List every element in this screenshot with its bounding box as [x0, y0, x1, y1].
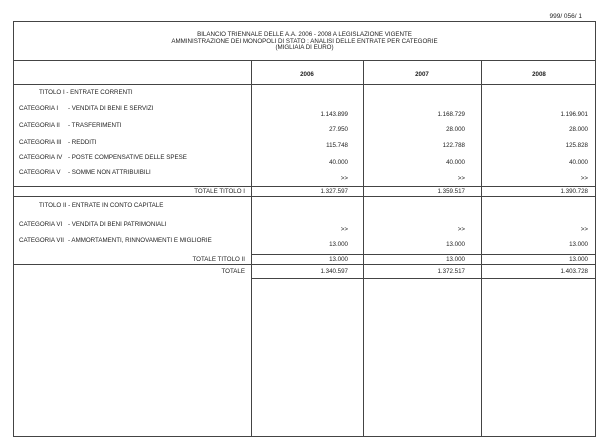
value-2007: 28.000 [446, 126, 465, 133]
category-label: CATEGORIA VII [19, 237, 64, 244]
column-header-2008: 2008 [532, 71, 546, 78]
category-label: CATEGORIA II [19, 122, 60, 129]
category-description: - TRASFERIMENTI [68, 122, 122, 129]
column-header-rule [14, 84, 595, 85]
total-2007: 1.359.517 [437, 188, 465, 195]
document-code: 999/ 056/ 1 [549, 13, 582, 20]
grand-total-2008: 1.403.728 [560, 268, 588, 275]
value-2006: 13.000 [329, 241, 348, 248]
grand-total-2007: 1.372.517 [437, 268, 465, 275]
total-2008: 1.390.728 [560, 188, 588, 195]
value-2006: >> [340, 226, 348, 233]
header-line-2: AMMINISTRAZIONE DEI MONOPOLI DI STATO : ANALISI DELLE ENTRATE PER CATEGORIE [171, 37, 438, 45]
value-2008: >> [580, 175, 588, 182]
titolo2-total-label: TOTALE TITOLO II [192, 256, 245, 263]
category-description: - REDDITI [68, 139, 97, 146]
column-divider [251, 61, 252, 436]
value-2006: 115.748 [326, 142, 348, 149]
report-header [14, 22, 595, 61]
value-2008: 40.000 [569, 159, 588, 166]
category-label: CATEGORIA VI [19, 221, 63, 228]
grand-total-label: TOTALE [221, 268, 245, 275]
value-2007: 1.168.729 [437, 111, 465, 118]
column-divider [363, 61, 364, 436]
total-2006: 1.327.597 [320, 188, 348, 195]
value-2008: >> [580, 226, 588, 233]
category-label: CATEGORIA III [19, 139, 62, 146]
category-label: CATEGORIA IV [19, 154, 63, 161]
header-line-3: (MIGLIAIA DI EURO) [275, 44, 334, 52]
category-label: CATEGORIA I [19, 105, 59, 112]
titolo1-heading: TITOLO I - ENTRATE CORRENTI [39, 89, 133, 96]
report-table [13, 21, 596, 437]
column-header-2006: 2006 [300, 71, 314, 78]
titolo2-total-bottom-rule [14, 264, 595, 265]
header-line-1: BILANCIO TRIENNALE DELLE A.A. 2006 - 2008 A LEGISLAZIONE VIGENTE [197, 31, 412, 38]
titolo1-total-bottom-rule [14, 196, 595, 197]
category-description: - VENDITA DI BENI E SERVIZI [68, 105, 154, 112]
category-description: - SOMME NON ATTRIBUIBILI [68, 169, 151, 176]
value-2007: >> [457, 226, 465, 233]
value-2008: 1.196.901 [560, 111, 588, 118]
value-2006: 1.143.899 [320, 111, 348, 118]
value-2007: 40.000 [446, 159, 465, 166]
value-2006: 40.000 [329, 159, 348, 166]
category-description: - POSTE COMPENSATIVE DELLE SPESE [68, 154, 187, 161]
grand-total-2006: 1.340.597 [320, 268, 348, 275]
value-2008: 125.828 [565, 142, 588, 149]
value-2007: 122.788 [442, 142, 465, 149]
value-2008: 28.000 [569, 126, 588, 133]
total-2006: 13.000 [329, 256, 348, 263]
total-2008: 13.000 [569, 256, 588, 263]
category-description: - AMMORTAMENTI, RINNOVAMENTI E MIGLIORIE [68, 237, 212, 244]
category-description: - VENDITA DI BENI PATRIMONIALI [68, 221, 167, 228]
grand-total-rule [251, 278, 595, 279]
value-2007: 13.000 [446, 241, 465, 248]
titolo1-total-label: TOTALE TITOLO I [194, 188, 245, 195]
column-header-2007: 2007 [415, 71, 429, 78]
total-2007: 13.000 [446, 256, 465, 263]
value-2008: 13.000 [569, 241, 588, 248]
category-label: CATEGORIA V [19, 169, 61, 176]
value-2006: 27.950 [329, 126, 348, 133]
titolo2-total-top-rule [251, 254, 595, 255]
value-2007: >> [457, 175, 465, 182]
value-2006: >> [340, 175, 348, 182]
column-divider [481, 61, 482, 436]
titolo2-heading: TITOLO II - ENTRATE IN CONTO CAPITALE [39, 202, 164, 209]
titolo1-total-top-rule [14, 186, 595, 187]
